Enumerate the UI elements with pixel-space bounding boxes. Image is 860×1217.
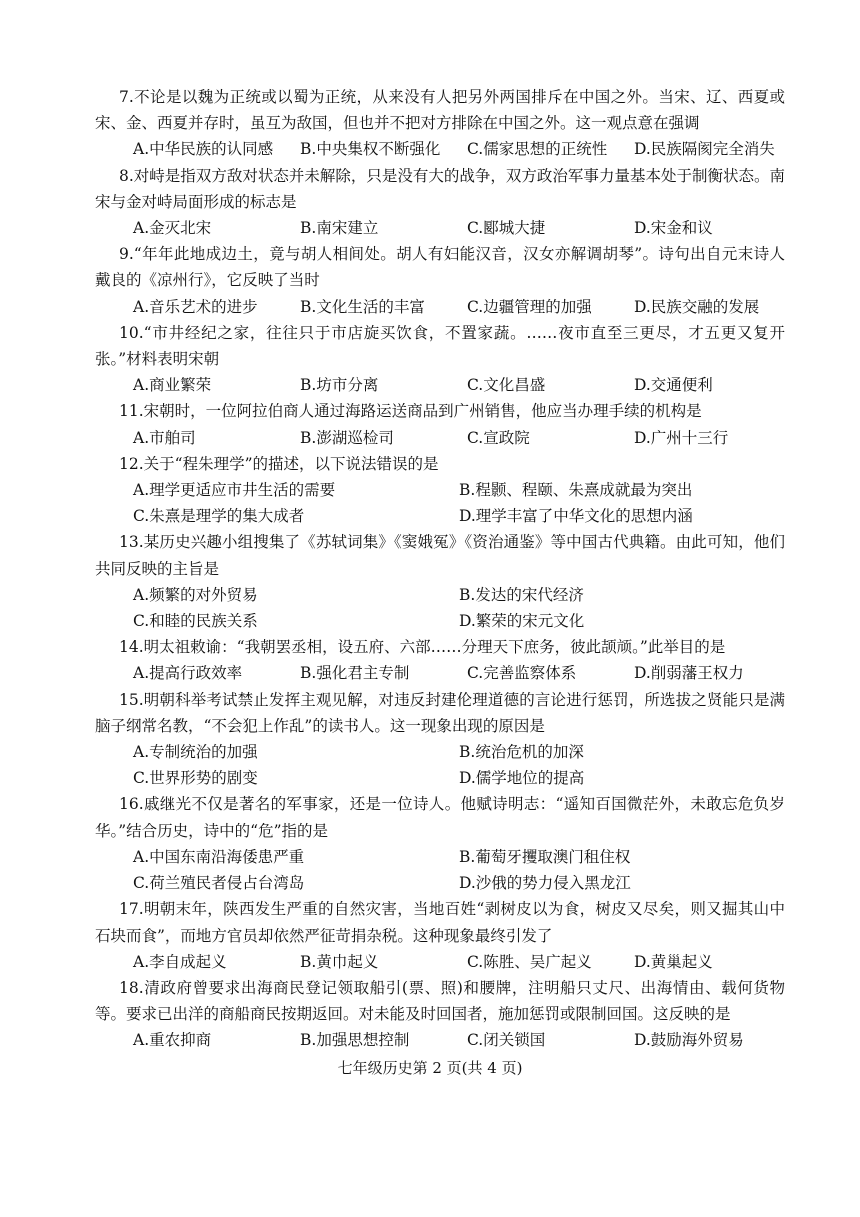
- answer-option: B.澎湖巡检司: [300, 428, 394, 447]
- answer-option: A.理学更适应市井生活的需要: [133, 481, 336, 500]
- options-row: [133, 477, 785, 503]
- question-block: [95, 84, 785, 163]
- question-stem: 12.关于“程朱理学”的描述，以下说法错误的是: [119, 454, 439, 473]
- question-stem: 10.“市井经纪之家，往往只于市店旋买饮食，不置家蔬。……夜市直至三更尽，才五更又复开张。”材料表明宋朝: [95, 323, 785, 369]
- question-block: [95, 634, 785, 686]
- question-stem: 14.明太祖敕谕：“我朝罢丞相，设五府、六部……分理天下庶务，彼此颉颃。”此举目的是: [119, 638, 726, 657]
- options-row: [133, 425, 785, 451]
- answer-option: D.民族隔阂完全消失: [634, 140, 775, 159]
- answer-option: A.商业繁荣: [133, 376, 212, 395]
- answer-option: D.繁荣的宋元文化: [459, 612, 585, 631]
- question-block: [95, 529, 785, 634]
- question-block: [95, 687, 785, 792]
- answer-option: B.强化君主专制: [300, 664, 410, 683]
- options-row: [133, 949, 785, 975]
- answer-option: D.黄巢起义: [634, 952, 713, 971]
- options-row: [133, 136, 785, 162]
- options-row: [133, 660, 785, 686]
- answer-option: A.重农抑商: [133, 1031, 212, 1050]
- question-stem: 18.清政府曾要求出海商民登记领取船引(票、照)和腰牌，注明船只丈尺、出海情由、载何货物等。要求已出洋的商船商民按期返回。对未能及时回国者，施加惩罚或限制回国。这反映的是: [95, 978, 785, 1024]
- answer-option: C.儒家思想的正统性: [467, 140, 608, 159]
- answer-option: D.理学丰富了中华文化的思想内涵: [459, 507, 693, 526]
- options-row: [133, 765, 785, 791]
- options-row: [133, 870, 785, 896]
- options-row: [133, 503, 785, 529]
- answer-option: B.葡萄牙攫取澳门租住权: [459, 847, 631, 866]
- answer-option: C.陈胜、吴广起义: [467, 952, 592, 971]
- options-row: [133, 608, 785, 634]
- answer-option: D.交通便利: [634, 376, 713, 395]
- answer-option: D.广州十三行: [634, 428, 729, 447]
- answer-option: A.李自成起义: [133, 952, 227, 971]
- answer-option: C.世界形势的剧变: [133, 769, 258, 788]
- answer-option: B.统治危机的加深: [459, 743, 584, 762]
- options-row: [133, 372, 785, 398]
- answer-option: C.文化昌盛: [467, 376, 546, 395]
- answer-option: A.提高行政效率: [133, 664, 243, 683]
- question-stem: 8.对峙是指双方敌对状态并未解除，只是没有大的战争，双方政治军事力量基本处于制衡状态。南宋与金对峙局面形成的标志是: [95, 166, 785, 211]
- answer-option: D.沙俄的势力侵入黑龙江: [459, 874, 631, 893]
- question-block: [95, 320, 785, 399]
- question-block: [95, 896, 785, 975]
- answer-option: D.宋金和议: [634, 219, 713, 238]
- answer-option: B.程颢、程颐、朱熹成就最为突出: [459, 481, 693, 500]
- answer-option: A.音乐艺术的进步: [133, 297, 258, 316]
- options-row: [133, 739, 785, 765]
- question-block: [95, 398, 785, 450]
- answer-option: A.金灭北宋: [133, 219, 212, 238]
- answer-option: D.削弱藩王权力: [634, 664, 744, 683]
- question-block: [95, 791, 785, 896]
- answer-option: C.和睦的民族关系: [133, 612, 258, 631]
- answer-option: B.坊市分离: [300, 376, 379, 395]
- options-row: [133, 582, 785, 608]
- question-stem: 17.明朝末年，陕西发生严重的自然灾害，当地百姓“剥树皮以为食，树皮又尽矣，则又掘其山中石块而食”，而地方官员却依然严征苛捐杂税。这种现象最终引发了: [95, 900, 785, 945]
- answer-option: C.完善监察体系: [467, 664, 577, 683]
- answer-option: B.文化生活的丰富: [300, 297, 425, 316]
- answer-option: A.市舶司: [133, 428, 196, 447]
- answer-option: D.民族交融的发展: [634, 297, 760, 316]
- options-row: [133, 215, 785, 241]
- question-stem: 16.戚继光不仅是著名的军事家，还是一位诗人。他赋诗明志：“遥知百国微茫外，未敢忘危负岁华。”结合历史，诗中的“危”指的是: [95, 795, 785, 840]
- question-stem: 9.“年年此地成边土，竟与胡人相间处。胡人有妇能汉音，汉女亦解调胡琴”。诗句出自元末诗人戴良的《凉州行》，它反映了当时: [95, 245, 785, 290]
- question-stem: 7.不论是以魏为正统或以蜀为正统，从来没有人把另外两国排斥在中国之外。当宋、辽、西夏或宋、金、西夏并存时，虽互为敌国，但也并不把对方排除在中国之外。这一观点意在强调: [95, 88, 785, 133]
- answer-option: B.中央集权不断强化: [300, 140, 441, 159]
- answer-option: A.频繁的对外贸易: [133, 585, 258, 604]
- question-list: [95, 84, 785, 1054]
- answer-option: A.专制统治的加强: [133, 743, 258, 762]
- answer-option: C.荷兰殖民者侵占台湾岛: [133, 874, 305, 893]
- answer-option: C.闭关锁国: [467, 1031, 546, 1050]
- question-stem: 13.某历史兴趣小组搜集了《苏轼词集》《窦娥冤》《资治通鉴》等中国古代典籍。由此可知，他们共同反映的主旨是: [95, 533, 785, 578]
- page-footer: 七年级历史第 2 页(共 4 页): [337, 1059, 523, 1077]
- answer-option: A.中华民族的认同感: [133, 140, 274, 159]
- answer-option: D.儒学地位的提高: [459, 769, 585, 788]
- question-block: [95, 163, 785, 242]
- answer-option: C.郾城大捷: [467, 219, 546, 238]
- question-block: [95, 241, 785, 320]
- answer-option: A.中国东南沿海倭患严重: [133, 847, 305, 866]
- answer-option: C.边疆管理的加强: [467, 297, 592, 316]
- options-row: [133, 844, 785, 870]
- answer-option: B.加强思想控制: [300, 1031, 410, 1050]
- options-row: [133, 294, 785, 320]
- question-block: [95, 975, 785, 1054]
- question-stem: 11.宋朝时，一位阿拉伯商人通过海路运送商品到广州销售，他应当办理手续的机构是: [119, 402, 702, 421]
- answer-option: D.鼓励海外贸易: [634, 1031, 744, 1050]
- question-block: [95, 451, 785, 530]
- answer-option: C.宣政院: [467, 428, 530, 447]
- answer-option: B.黄巾起义: [300, 952, 379, 971]
- answer-option: B.发达的宋代经济: [459, 585, 584, 604]
- question-stem: 15.明朝科举考试禁止发挥主观见解，对违反封建伦理道德的言论进行惩罚，所选拔之贤能只是满脑子纲常名教，“不会犯上作乱”的读书人。这一现象出现的原因是: [95, 690, 785, 735]
- answer-option: C.朱熹是理学的集大成者: [133, 507, 305, 526]
- options-row: [133, 1027, 785, 1053]
- answer-option: B.南宋建立: [300, 219, 379, 238]
